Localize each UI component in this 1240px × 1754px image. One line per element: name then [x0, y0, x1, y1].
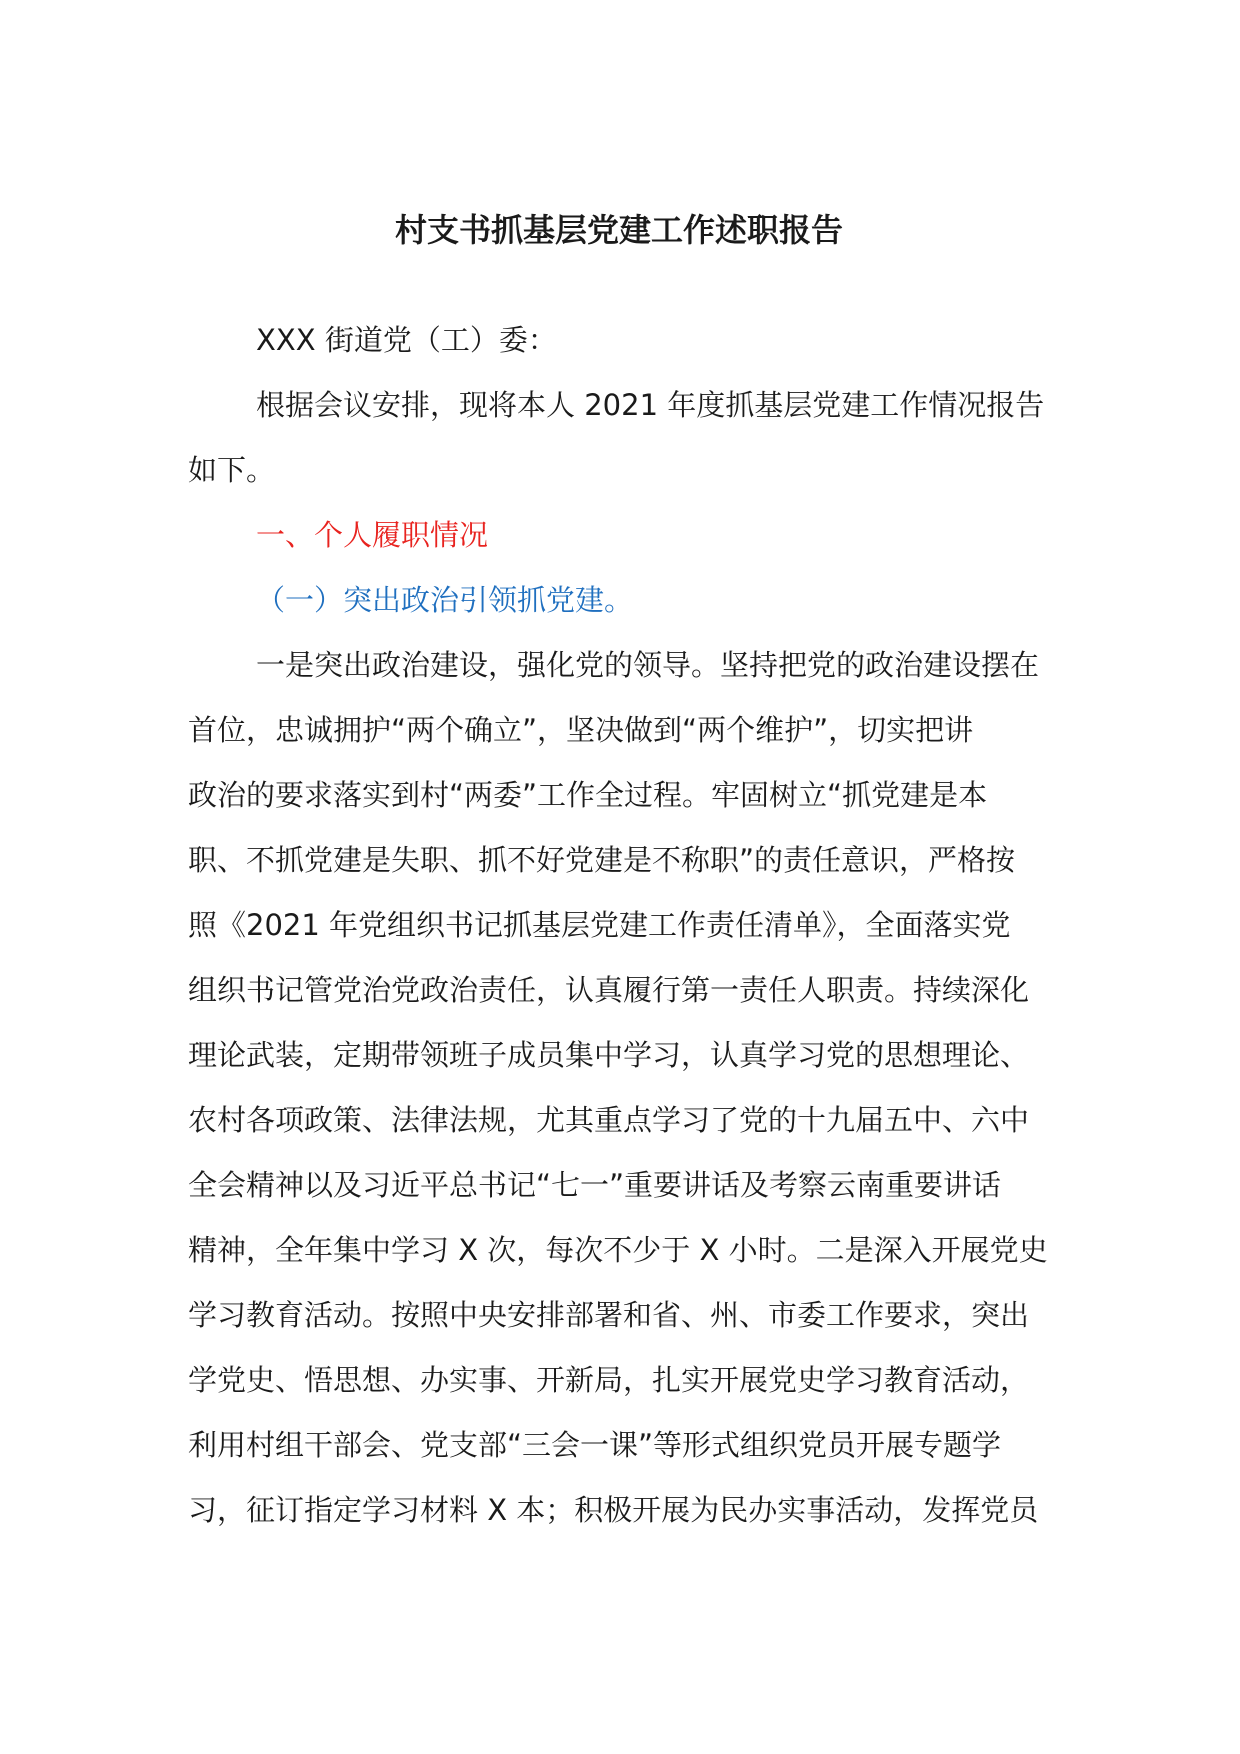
- body-text-line: 如下。: [188, 453, 276, 487]
- body-text-line: 农村各项政策、法律法规，尤其重点学习了党的十九届五中、六中: [188, 1103, 1030, 1137]
- body-text-line: 利用村组干部会、党支部“三会一课”等形式组织党员开展专题学: [188, 1428, 1002, 1462]
- body-text-line: 学党史、悟思想、办实事、开新局，扎实开展党史学习教育活动，: [188, 1363, 1030, 1397]
- body-text-line: 根据会议安排，现将本人 2021 年度抓基层党建工作情况报告: [256, 388, 1045, 422]
- salutation: XXX 街道党（工）委：: [256, 323, 557, 357]
- document-title: 村支书抓基层党建工作述职报告: [394, 211, 843, 249]
- body-text-line: 组织书记管党治党政治责任，认真履行第一责任人职责。持续深化: [188, 973, 1030, 1007]
- document-page: [188, 200, 1050, 1543]
- body-text-line: 职、不抓党建是失职、抓不好党建是不称职”的责任意识，严格按: [188, 843, 1016, 877]
- body-text-line: 精神，全年集中学习 X 次，每次不少于 X 小时。二是深入开展党史: [188, 1233, 1048, 1267]
- body-text-line: 照《2021 年党组织书记抓基层党建工作责任清单》，全面落实党: [188, 908, 1011, 942]
- body-text-line: 学习教育活动。按照中央安排部署和省、州、市委工作要求，突出: [188, 1298, 1030, 1332]
- document-body: [188, 373, 1050, 1543]
- body-text-line: 一是突出政治建设，强化党的领导。坚持把党的政治建设摆在: [256, 648, 1040, 682]
- subsection-heading: （一）突出政治引领抓党建。: [256, 583, 634, 617]
- body-text-line: 政治的要求落实到村“两委”工作全过程。牢固树立“抓党建是本: [188, 778, 988, 812]
- body-text-line: 全会精神以及习近平总书记“七一”重要讲话及考察云南重要讲话: [188, 1168, 1002, 1202]
- body-text-line: 习，征订指定学习材料 X 本；积极开展为民办实事活动，发挥党员: [188, 1493, 1039, 1527]
- section-heading: 一、个人履职情况: [256, 518, 489, 552]
- body-text-line: 理论武装，定期带领班子成员集中学习，认真学习党的思想理论、: [188, 1038, 1030, 1072]
- body-text-line: 首位，忠诚拥护“两个确立”，坚决做到“两个维护”，切实把讲: [188, 713, 974, 747]
